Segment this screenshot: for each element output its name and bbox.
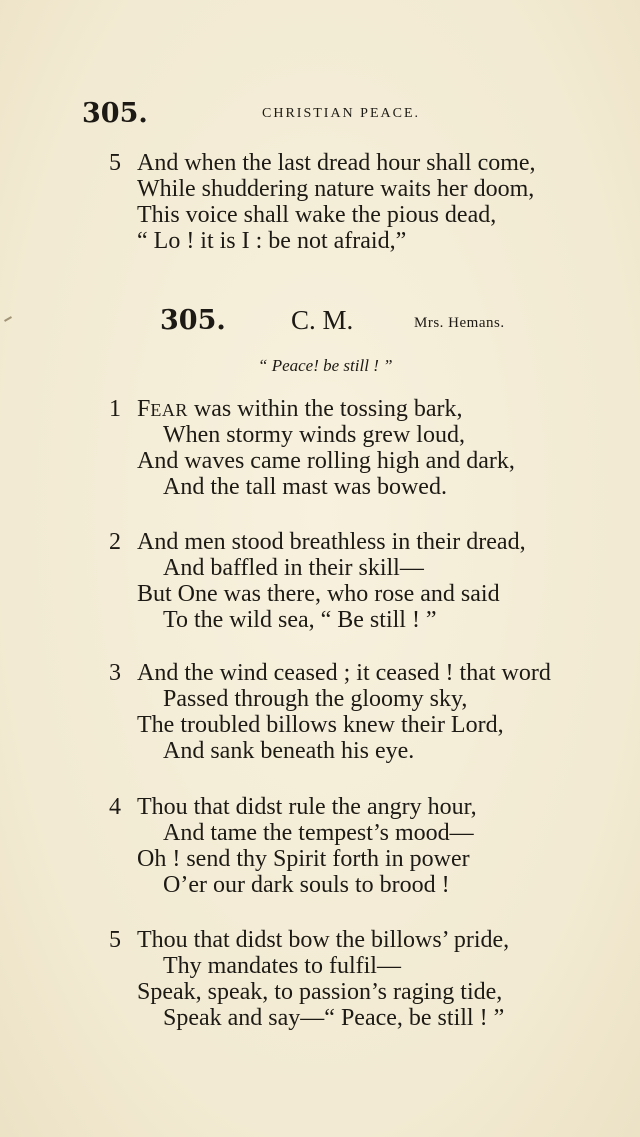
verse-line: While shuddering nature waits her doom, — [137, 176, 535, 202]
verse-line: Passed through the gloomy sky, — [163, 686, 468, 712]
verse-line: And tame the tempest’s mood— — [163, 820, 474, 846]
stanza-number: 1 — [109, 396, 121, 422]
verse-line: And the tall mast was bowed. — [163, 474, 447, 500]
hymn-number: 305. — [160, 305, 226, 336]
verse-line: Thy mandates to fulfil— — [163, 953, 401, 979]
verse-line — [137, 396, 463, 423]
stanza-number: 2 — [109, 529, 121, 555]
small-caps-word: EAR — [150, 400, 188, 420]
stanza-number: 5 — [109, 150, 121, 176]
epigraph: “ Peace! be still ! ” — [258, 356, 393, 375]
verse-line: Speak, speak, to passion’s raging tide, — [137, 979, 503, 1005]
hymn-meter: C. M. — [291, 305, 354, 335]
verse-line: To the wild sea, “ Be still ! ” — [163, 607, 437, 633]
verse-line: And when the last dread hour shall come, — [137, 150, 536, 176]
verse-line: “ Lo ! it is I : be not afraid,” — [137, 228, 407, 254]
verse-line: O’er our dark souls to brood ! — [163, 872, 450, 898]
stanza-number: 5 — [109, 927, 121, 953]
verse-line: And baffled in their skill— — [163, 555, 424, 581]
verse-line: The troubled billows knew their Lord, — [137, 712, 504, 738]
running-head — [82, 96, 602, 136]
verse-line: This voice shall wake the pious dead, — [137, 202, 497, 228]
verse-line: And the wind ceased ; it ceased ! that word — [137, 660, 551, 686]
verse-line: And sank beneath his eye. — [163, 738, 415, 764]
verse-line: And men stood breathless in their dread, — [137, 529, 526, 555]
verse-line: Oh ! send thy Spirit forth in power — [137, 846, 470, 872]
running-title: CHRISTIAN PEACE. — [262, 106, 421, 121]
verse-line: Speak and say—“ Peace, be still ! ” — [163, 1005, 505, 1031]
stanza-number: 3 — [109, 660, 121, 686]
stanza-number: 4 — [109, 794, 121, 820]
page-number: 305. — [82, 98, 148, 129]
verse-line: And waves came rolling high and dark, — [137, 448, 515, 474]
drop-initial: F — [137, 396, 151, 422]
verse-line: When stormy winds grew loud, — [163, 422, 465, 448]
hymn-author: Mrs. Hemans. — [414, 315, 505, 331]
hymn-heading — [160, 305, 580, 345]
margin-mark — [4, 316, 12, 322]
verse-line: But One was there, who rose and said — [137, 581, 500, 607]
verse-line: Thou that didst bow the billows’ pride, — [137, 927, 510, 953]
verse-line: Thou that didst rule the angry hour, — [137, 794, 477, 820]
verse-line-rest: was within the tossing bark, — [187, 396, 463, 422]
